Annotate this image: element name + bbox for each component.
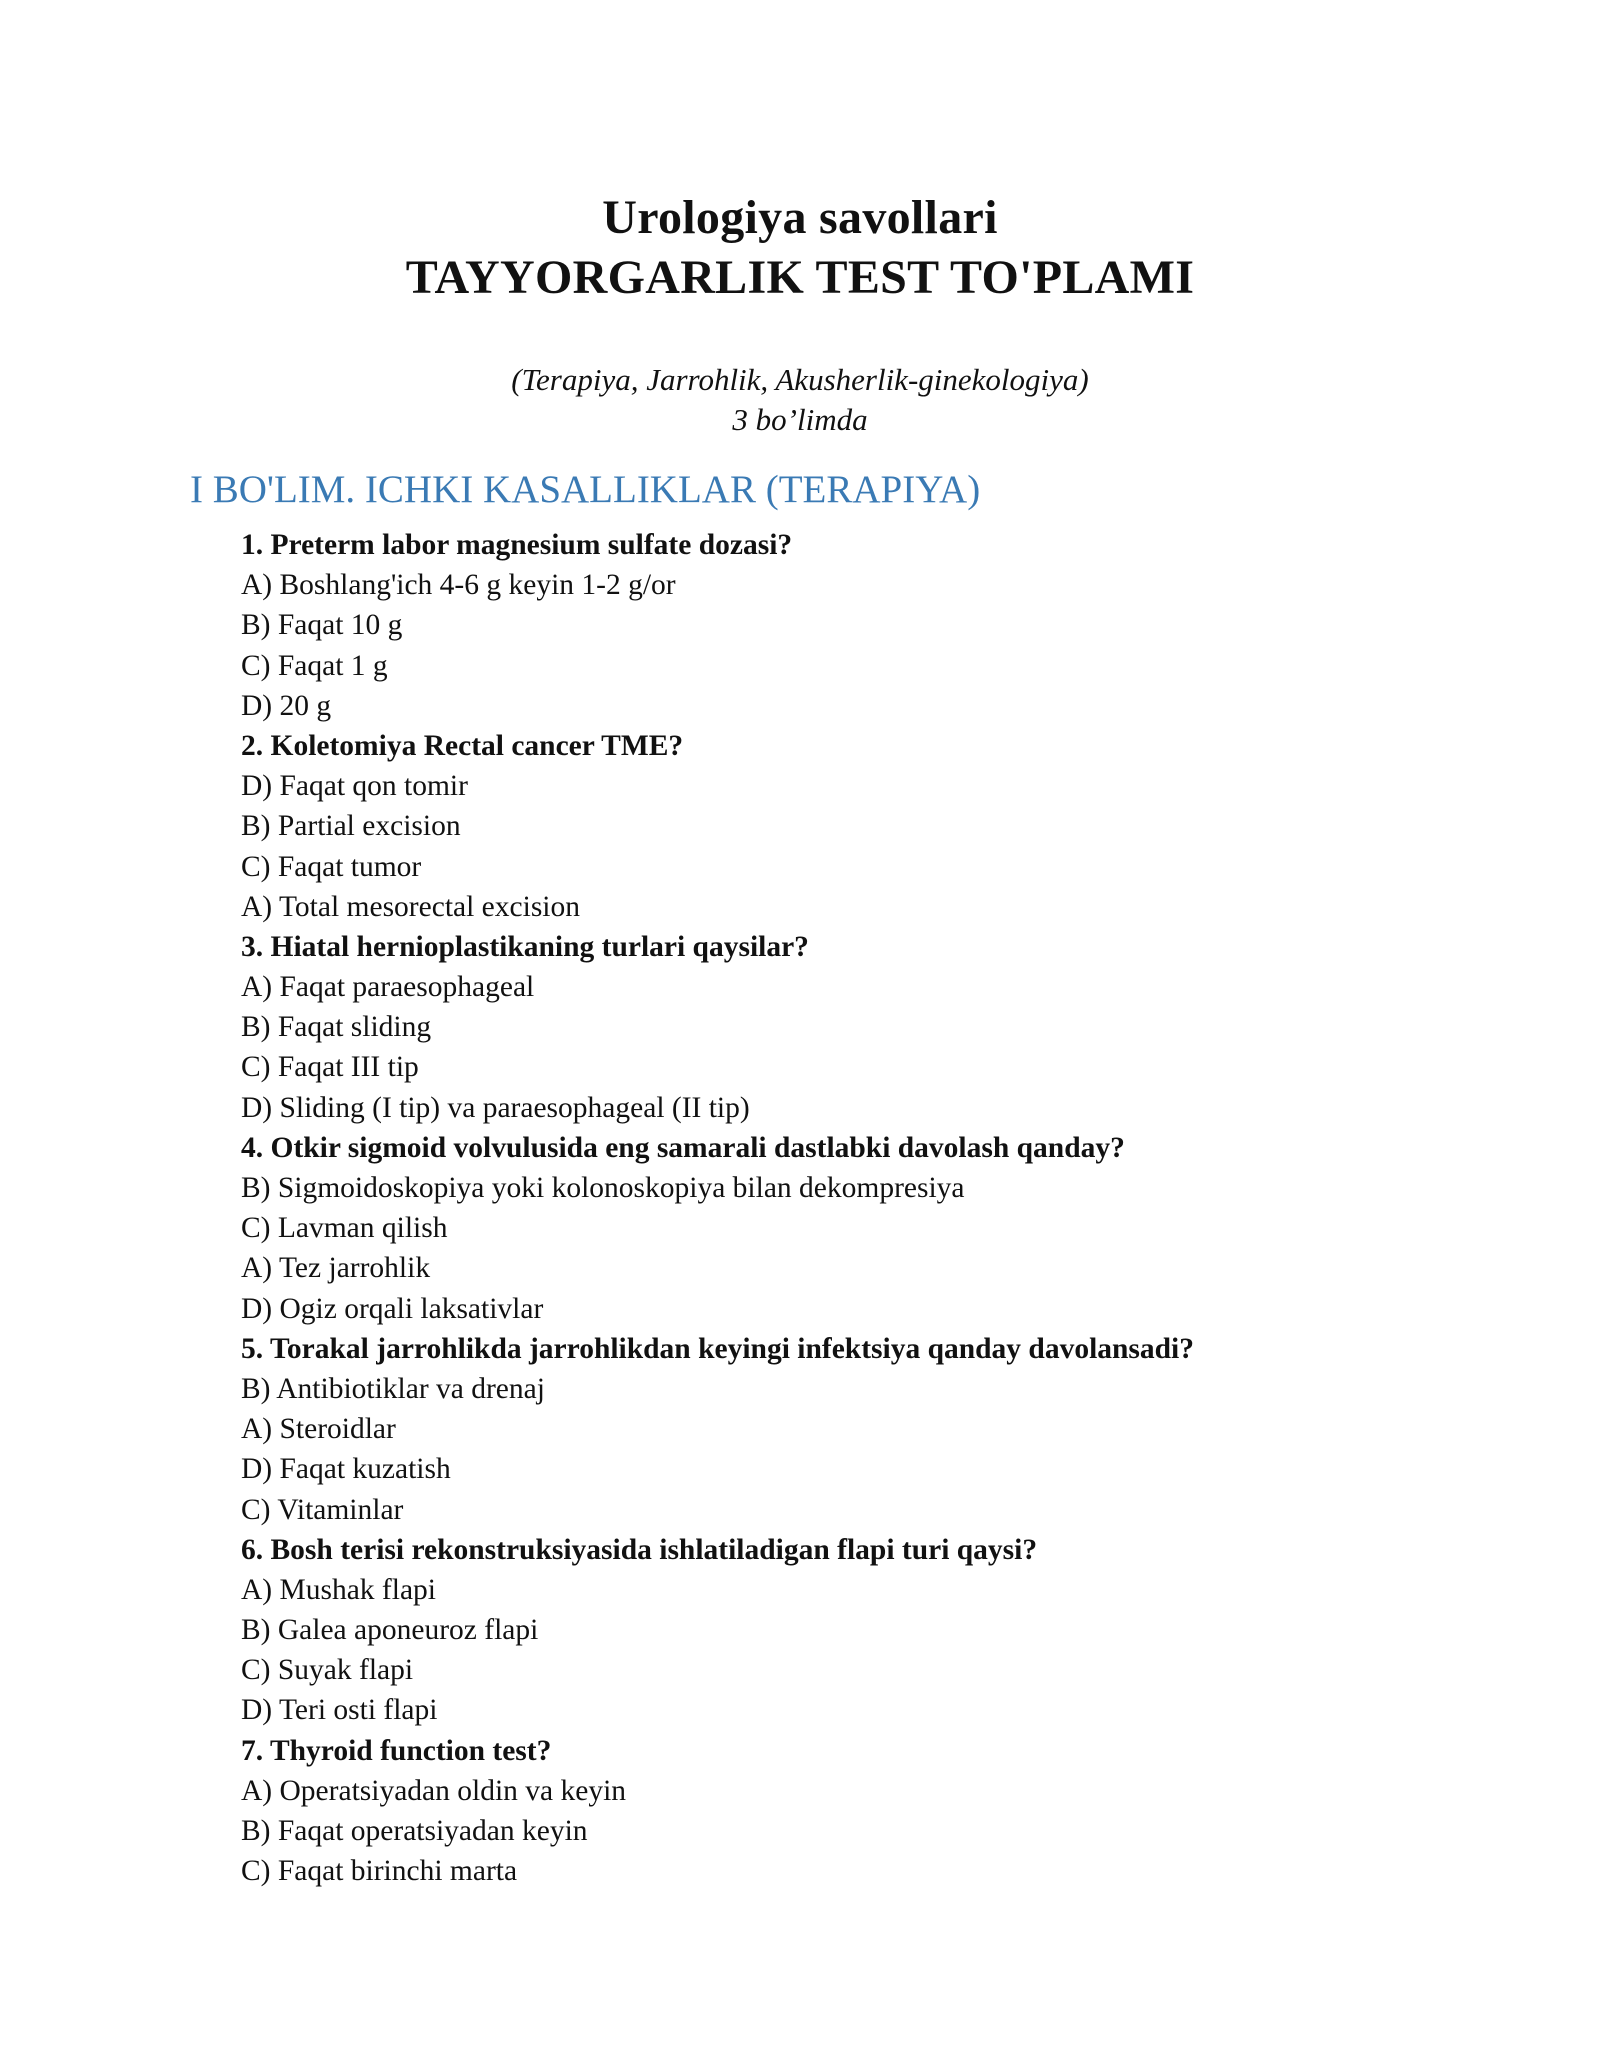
answer-option: A) Tez jarrohlik (241, 1252, 431, 1285)
answer-option: D) Ogiz orqali laksativlar (241, 1292, 544, 1325)
answer-option: B) Partial excision (241, 810, 461, 843)
answer-option: C) Faqat tumor (241, 850, 422, 883)
question-title: 7. Thyroid function test? (241, 1734, 552, 1767)
question-title: 3. Hiatal hernioplastikaning turlari qaysilar? (241, 930, 809, 963)
answer-option: D) Faqat qon tomir (241, 770, 468, 803)
answer-option: D) Faqat kuzatish (241, 1453, 451, 1486)
answer-option: B) Faqat 10 g (241, 609, 403, 642)
question-list (241, 525, 1491, 1891)
answer-option: C) Lavman qilish (241, 1212, 448, 1245)
question-title: 6. Bosh terisi rekonstruksiyasida ishlatiladigan flapi turi qaysi? (241, 1533, 1038, 1566)
answer-option: A) Mushak flapi (241, 1573, 436, 1606)
answer-option: C) Faqat III tip (241, 1051, 419, 1084)
subtitle-line-1: (Terapiya, Jarrohlik, Akusherlik-ginekologiya) (511, 362, 1089, 397)
answer-option: C) Faqat birinchi marta (241, 1855, 518, 1888)
section-heading: I BO'LIM. ICHKI KASALLIKLAR (TERAPIYA) (190, 468, 981, 511)
question-title: 1. Preterm labor magnesium sulfate dozasi? (241, 529, 793, 561)
subtitle-line-2: 3 bo’limda (732, 402, 868, 437)
question-title: 5. Torakal jarrohlikda jarrohlikdan keyingi infektsiya qanday davolansadi? (241, 1332, 1195, 1365)
answer-option: B) Faqat operatsiyadan keyin (241, 1815, 588, 1847)
answer-option: A) Total mesorectal excision (241, 890, 580, 923)
answer-option: B) Faqat sliding (241, 1011, 432, 1044)
answer-option: A) Boshlang'ich 4-6 g keyin 1-2 g/or (241, 569, 676, 602)
answer-option: D) Sliding (I tip) va paraesophageal (II tip) (241, 1091, 750, 1124)
answer-option: B) Sigmoidoskopiya yoki kolonoskopiya bilan dekompresiya (241, 1172, 965, 1204)
answer-option: A) Operatsiyadan oldin va keyin (241, 1774, 627, 1807)
answer-option: C) Vitaminlar (241, 1493, 404, 1526)
answer-option: C) Faqat 1 g (241, 649, 388, 682)
answer-option: C) Suyak flapi (241, 1654, 414, 1687)
document-title (0, 188, 1600, 308)
question-title: 4. Otkir sigmoid volvulusida eng samarali dastlabki davolash qanday? (241, 1131, 1125, 1164)
answer-option: D) Teri osti flapi (241, 1694, 438, 1727)
answer-option: A) Faqat paraesophageal (241, 971, 535, 1004)
answer-option: B) Antibiotiklar va drenaj (241, 1372, 545, 1405)
answer-option: A) Steroidlar (241, 1413, 396, 1446)
answer-option: B) Galea aponeuroz flapi (241, 1614, 539, 1647)
title-line-1: Urologiya savollari (602, 191, 998, 244)
question-title: 2. Koletomiya Rectal cancer TME? (241, 729, 684, 762)
title-line-2: TAYYORGARLIK TEST TO'PLAMI (405, 251, 1195, 304)
document-subtitle (0, 360, 1600, 440)
answer-option: D) 20 g (241, 689, 332, 722)
